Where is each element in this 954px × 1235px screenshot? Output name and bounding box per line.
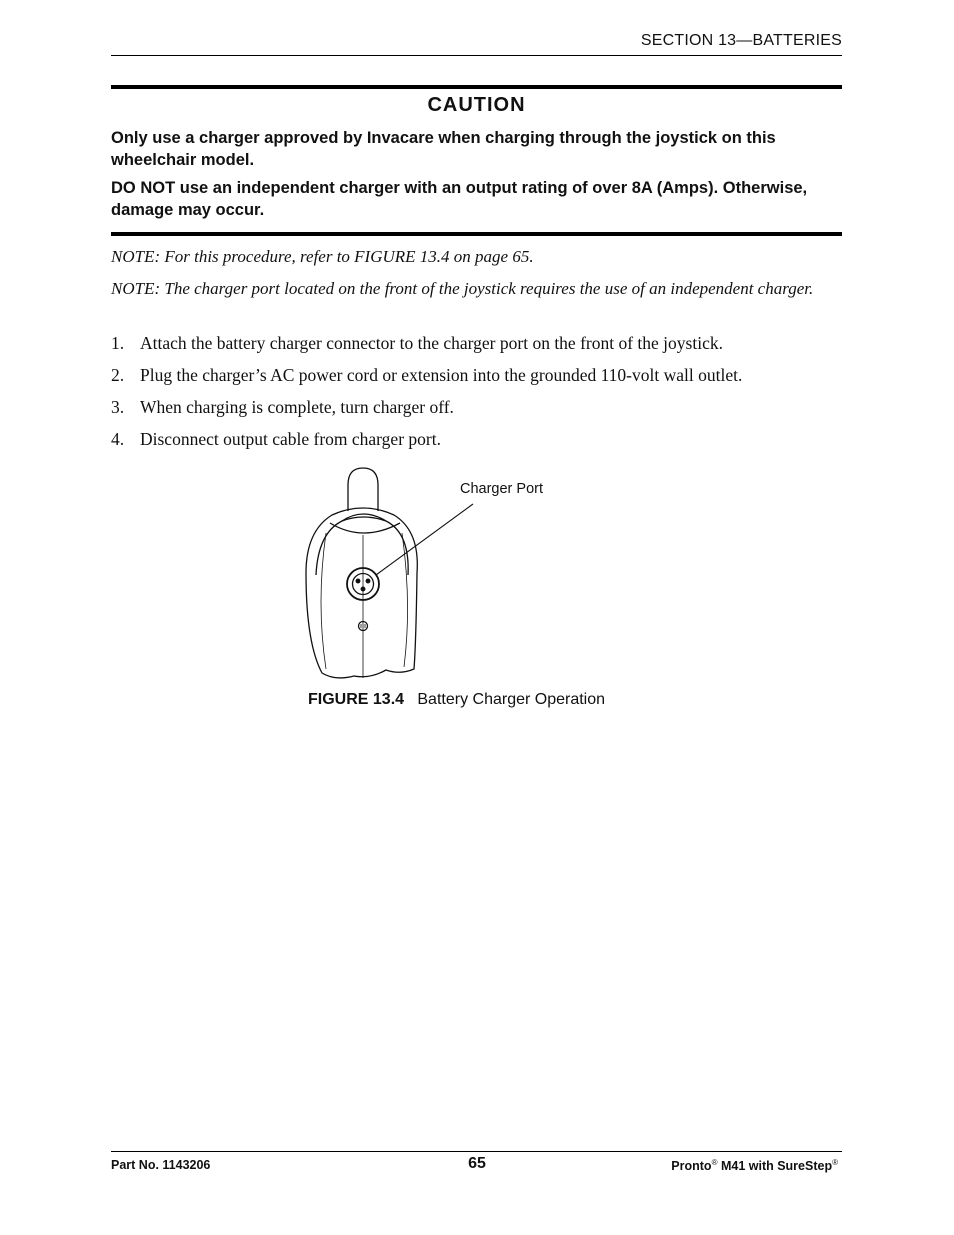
page-number: 65 bbox=[468, 1155, 486, 1172]
step-number: 4. bbox=[111, 429, 125, 449]
caution-line-1: Only use a charger approved by Invacare when charging through the joystick on this wheelchair model. bbox=[111, 129, 776, 169]
figure-caption bbox=[308, 691, 605, 709]
product-name bbox=[671, 1158, 838, 1173]
list-item bbox=[111, 364, 846, 396]
caution-top-rule bbox=[111, 85, 842, 89]
product-brand: Pronto bbox=[671, 1159, 712, 1174]
section-header: SECTION 13—BATTERIES bbox=[640, 32, 842, 49]
procedure-steps bbox=[111, 332, 846, 460]
list-item bbox=[111, 428, 846, 460]
note-figure-reference: NOTE: For this procedure, refer to FIGURE 13.4 on page 65. bbox=[111, 247, 534, 266]
step-number: 3. bbox=[111, 397, 125, 417]
step-text: Plug the charger’s AC power cord or extension into the grounded 110-volt wall outlet. bbox=[140, 365, 743, 385]
footer-rule bbox=[111, 1151, 842, 1152]
step-number: 2. bbox=[111, 365, 125, 385]
registered-mark: ® bbox=[711, 1158, 718, 1167]
part-number: Part No. 1143206 bbox=[111, 1158, 211, 1172]
step-text: Disconnect output cable from charger port. bbox=[140, 429, 441, 449]
caution-bottom-rule bbox=[111, 232, 842, 236]
caution-line-2: DO NOT use an independent charger with an output rating of over 8A (Amps). Otherwise, damage may occur. bbox=[111, 179, 808, 219]
note-independent-charger: NOTE: The charger port located on the front of the joystick requires the use of an independent charger. bbox=[111, 279, 814, 298]
step-number: 1. bbox=[111, 333, 125, 353]
step-text: Attach the battery charger connector to the charger port on the front of the joystick. bbox=[140, 333, 723, 353]
header-rule bbox=[111, 55, 842, 56]
charger-port-callout: Charger Port bbox=[460, 481, 544, 497]
product-model: M41 with SureStep bbox=[720, 1159, 833, 1174]
figure-number: FIGURE 13.4 bbox=[308, 691, 405, 708]
figure-title: Battery Charger Operation bbox=[417, 691, 606, 708]
list-item bbox=[111, 396, 846, 428]
caution-body bbox=[111, 127, 846, 227]
list-item bbox=[111, 332, 846, 364]
step-text: When charging is complete, turn charger off. bbox=[140, 397, 454, 417]
caution-title: CAUTION bbox=[427, 94, 526, 116]
registered-mark: ® bbox=[832, 1158, 838, 1167]
